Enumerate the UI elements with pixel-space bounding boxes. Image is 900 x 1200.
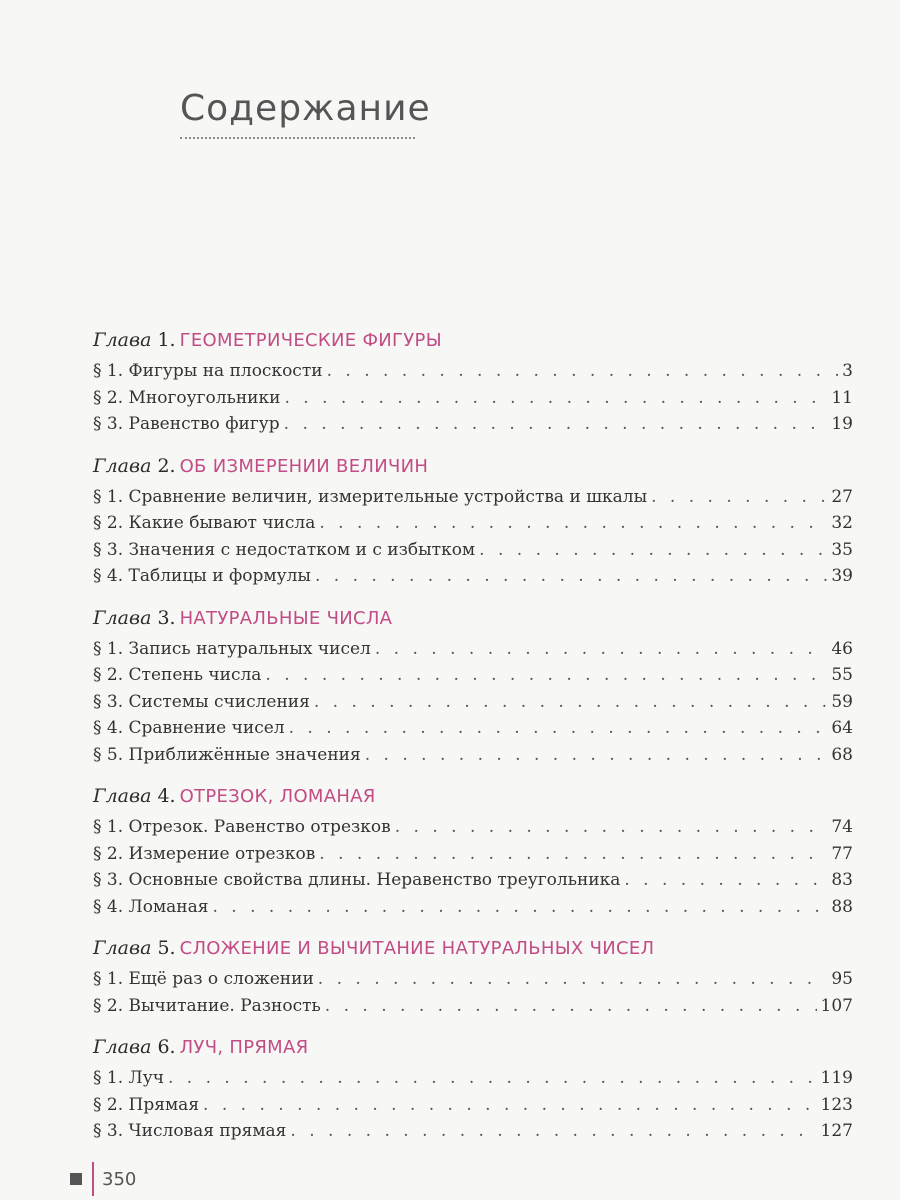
section-title: § 2. Вычитание. Разность xyxy=(93,995,321,1016)
chapter-title: ОБ ИЗМЕРЕНИИ ВЕЛИЧИН xyxy=(179,455,429,477)
chapter-heading[interactable] xyxy=(93,1029,853,1065)
toc-entry[interactable] xyxy=(93,510,853,537)
toc-entry[interactable] xyxy=(93,358,853,385)
chapter-heading[interactable] xyxy=(93,778,853,814)
section-title: § 1. Запись натуральных чисел xyxy=(93,638,371,659)
chapter-label: Глава xyxy=(93,606,152,629)
chapter-label: Глава xyxy=(93,785,152,807)
section-page-number: 74 xyxy=(831,817,853,837)
section-page-number: 35 xyxy=(831,539,853,560)
section-title: § 3. Числовая прямая xyxy=(93,1121,287,1141)
section-title: § 2. Какие бывают числа xyxy=(93,513,316,533)
section-title: § 2. Многоугольники xyxy=(93,387,281,408)
section-page-number: 59 xyxy=(831,691,853,712)
section-page-number: 68 xyxy=(831,744,853,765)
chapter-5 xyxy=(93,930,853,1019)
chapter-heading[interactable] xyxy=(93,600,853,636)
dot-leader xyxy=(327,358,839,385)
chapter-label: Глава xyxy=(93,329,152,351)
chapter-title: НАТУРАЛЬНЫЕ ЧИСЛА xyxy=(179,607,393,629)
section-page-number: 27 xyxy=(831,486,853,507)
toc-entry[interactable] xyxy=(93,867,853,894)
dot-leader xyxy=(315,563,827,590)
folio-divider xyxy=(92,1162,94,1196)
chapter-title: СЛОЖЕНИЕ И ВЫЧИТАНИЕ НАТУРАЛЬНЫХ ЧИСЕЛ xyxy=(179,938,655,959)
section-title: § 3. Значения с недостатком и с избытком xyxy=(93,539,476,560)
chapter-1 xyxy=(93,322,853,438)
dot-leader xyxy=(319,841,827,868)
toc-entry[interactable] xyxy=(93,742,853,769)
toc-entry[interactable] xyxy=(93,814,853,841)
table-of-contents xyxy=(93,322,853,1155)
chapter-label: Глава xyxy=(93,1036,152,1058)
section-page-number: 39 xyxy=(831,566,853,586)
toc-entry[interactable] xyxy=(93,689,853,716)
section-page-number: 88 xyxy=(831,896,853,917)
toc-entry[interactable] xyxy=(93,484,853,511)
section-title: § 1. Ещё раз о сложении xyxy=(93,969,314,989)
chapter-heading[interactable] xyxy=(93,322,853,358)
chapter-heading[interactable] xyxy=(93,930,853,966)
section-page-number: 46 xyxy=(831,638,853,659)
page-number: 350 xyxy=(102,1168,137,1190)
toc-entry[interactable] xyxy=(93,411,853,438)
dot-leader xyxy=(395,814,828,841)
folio-square-icon xyxy=(70,1173,82,1185)
dot-leader xyxy=(479,537,827,564)
chapter-title: ГЕОМЕТРИЧЕСКИЕ ФИГУРЫ xyxy=(179,330,442,351)
chapter-number: 2. xyxy=(157,454,176,477)
section-page-number: 19 xyxy=(831,414,853,434)
section-page-number: 83 xyxy=(831,870,853,890)
dot-leader xyxy=(624,867,827,894)
chapter-title: ОТРЕЗОК, ЛОМАНАЯ xyxy=(179,786,376,807)
chapter-6 xyxy=(93,1029,853,1145)
dot-leader xyxy=(284,385,827,412)
dot-leader xyxy=(314,689,827,716)
dot-leader xyxy=(213,894,828,921)
section-title: § 3. Равенство фигур xyxy=(93,414,280,434)
dot-leader xyxy=(290,1118,816,1145)
section-page-number: 127 xyxy=(820,1121,853,1141)
section-page-number: 3 xyxy=(842,361,853,381)
section-title: § 1. Сравнение величин, измерительные устройства и шкалы xyxy=(93,486,648,507)
section-page-number: 77 xyxy=(831,843,853,864)
dot-leader xyxy=(203,1092,817,1119)
section-title: § 5. Приближённые значения xyxy=(93,744,361,765)
toc-entry[interactable] xyxy=(93,1118,853,1145)
section-title: § 1. Луч xyxy=(93,1068,164,1088)
section-page-number: 107 xyxy=(820,995,853,1016)
toc-entry[interactable] xyxy=(93,1092,853,1119)
section-title: § 1. Отрезок. Равенство отрезков xyxy=(93,817,391,837)
section-title: § 2. Прямая xyxy=(93,1094,200,1115)
page-footer xyxy=(70,1162,136,1196)
section-page-number: 95 xyxy=(831,969,853,989)
dot-leader xyxy=(375,636,828,663)
toc-entry[interactable] xyxy=(93,1065,853,1092)
title-block xyxy=(180,88,431,139)
toc-entry[interactable] xyxy=(93,841,853,868)
chapter-heading[interactable] xyxy=(93,448,853,484)
chapter-label: Глава xyxy=(93,937,152,959)
chapter-2 xyxy=(93,448,853,590)
chapter-4 xyxy=(93,778,853,920)
dot-leader xyxy=(168,1065,817,1092)
section-title: § 2. Степень числа xyxy=(93,665,262,685)
section-title: § 2. Измерение отрезков xyxy=(93,843,316,864)
dot-leader xyxy=(325,993,817,1020)
chapter-number: 4. xyxy=(157,785,176,807)
section-title: § 3. Системы счисления xyxy=(93,691,310,712)
dot-leader xyxy=(289,715,828,742)
section-title: § 4. Ломаная xyxy=(93,896,209,917)
section-page-number: 123 xyxy=(820,1094,853,1115)
toc-entry[interactable] xyxy=(93,563,853,590)
page-title: Содержание xyxy=(180,88,431,129)
section-page-number: 11 xyxy=(831,387,853,408)
chapter-number: 3. xyxy=(157,606,176,629)
dot-leader xyxy=(651,484,827,511)
toc-entry[interactable] xyxy=(93,662,853,689)
dot-leader xyxy=(284,411,828,438)
section-page-number: 64 xyxy=(831,718,853,738)
toc-entry[interactable] xyxy=(93,537,853,564)
section-page-number: 55 xyxy=(831,665,853,685)
chapter-3 xyxy=(93,600,853,769)
toc-entry[interactable] xyxy=(93,966,853,993)
title-underline xyxy=(180,137,415,139)
section-title: § 3. Основные свойства длины. Неравенство треугольника xyxy=(93,870,621,890)
chapter-number: 5. xyxy=(157,937,176,959)
toc-entry[interactable] xyxy=(93,715,853,742)
section-title: § 1. Фигуры на плоскости xyxy=(93,361,323,381)
section-page-number: 119 xyxy=(820,1068,853,1088)
dot-leader xyxy=(318,966,828,993)
toc-entry[interactable] xyxy=(93,385,853,412)
chapter-title: ЛУЧ, ПРЯМАЯ xyxy=(179,1037,309,1058)
toc-entry[interactable] xyxy=(93,993,853,1020)
toc-entry[interactable] xyxy=(93,636,853,663)
dot-leader xyxy=(365,742,828,769)
chapter-number: 6. xyxy=(157,1036,176,1058)
section-title: § 4. Таблицы и формулы xyxy=(93,566,311,586)
chapter-label: Глава xyxy=(93,454,152,477)
toc-entry[interactable] xyxy=(93,894,853,921)
section-page-number: 32 xyxy=(831,513,853,533)
dot-leader xyxy=(265,662,827,689)
section-title: § 4. Сравнение чисел xyxy=(93,718,285,738)
dot-leader xyxy=(319,510,827,537)
chapter-number: 1. xyxy=(157,329,176,351)
